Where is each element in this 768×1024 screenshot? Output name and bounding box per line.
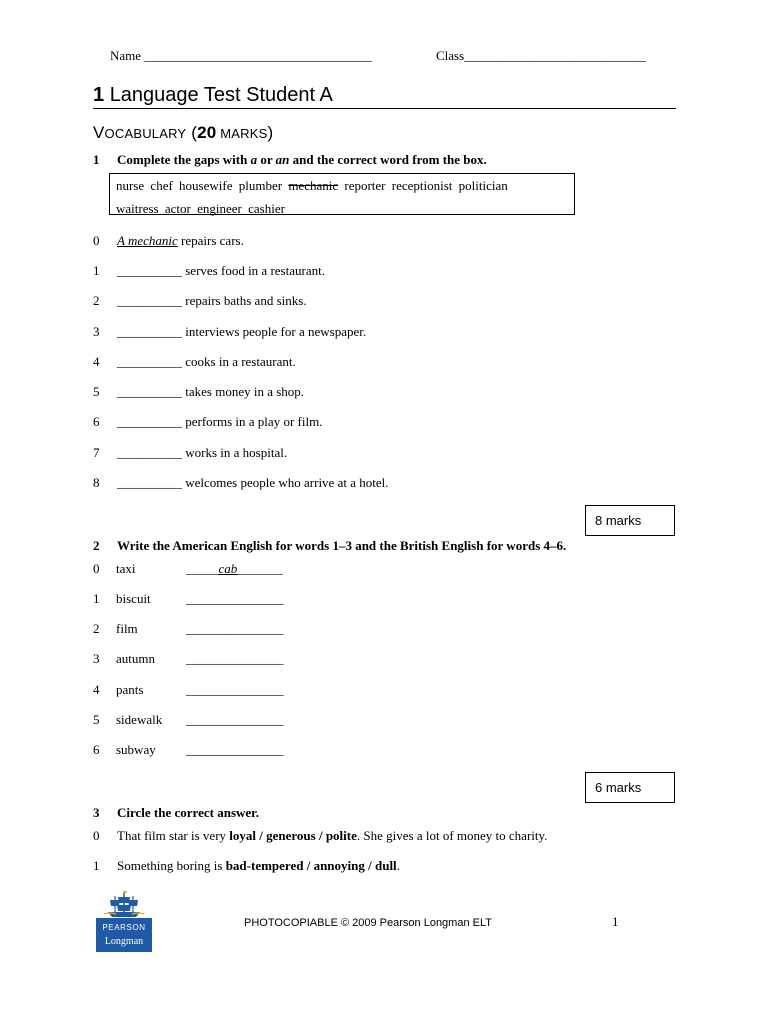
q3-item-number: 0 [93,828,100,843]
q1-item-number: 7 [93,445,100,460]
title-text: Language Test Student A [109,84,333,106]
q2-marks-box: 6 marks [585,772,675,803]
q3-item [117,828,547,845]
q2-item-word: biscuit [116,591,151,606]
section-close: ) [267,123,274,142]
answer-gap[interactable]: _______________ [186,742,284,757]
q2-example-gap-post: _______ [237,561,283,576]
q1-number: 1 [93,152,100,167]
section-open: ( [186,123,198,142]
q3-number: 3 [93,805,100,820]
section-heading [93,123,273,143]
q1-example [117,233,244,250]
q2-item-word: pants [116,682,144,697]
word-box-word-struck: mechanic [288,178,339,193]
q2-item-word: subway [116,742,156,757]
logo-text-pearson: PEARSON [102,923,146,932]
q1-item-number: 6 [93,414,100,429]
q1-instruction [117,152,487,168]
q2-instruction: Write the American English for words 1–3 and the British English for words 4–6. [117,538,567,553]
answer-gap[interactable]: _______________ [186,621,284,636]
word-box-word: nurse [116,178,145,193]
q1-example-answer: A mechanic [117,233,178,248]
logo-text-longman: Longman [104,936,144,947]
q2-item-word: autumn [116,651,155,666]
q1-item-number: 4 [93,354,100,369]
answer-gap[interactable]: __________ [117,324,182,339]
q1-item-number: 5 [93,384,100,399]
q1-item-text: repairs baths and sinks. [182,293,307,308]
class-blank: ____________________________ [464,48,647,63]
q1-item [117,354,296,371]
title-divider [93,108,676,109]
section-initial: V [93,123,105,142]
q2-item-number: 5 [93,712,100,727]
q1-item [117,384,304,401]
title-number: 1 [93,84,105,106]
word-box-word: engineer [197,201,242,216]
pearson-longman-logo [96,890,152,952]
word-box-word: cashier [248,201,285,216]
q1-item-text: works in a hospital. [182,445,288,460]
word-box-word: housewife [179,178,233,193]
q1-instruction-part: a [250,152,258,167]
q1-item [117,414,322,431]
q3-options[interactable]: bad-tempered / annoying / dull [225,858,397,873]
answer-gap[interactable]: _______________ [186,682,284,697]
answer-gap[interactable]: _______________ [186,712,284,727]
q2-example-answer: cab [218,561,238,576]
q1-item-text: interviews people for a newspaper. [182,324,367,339]
q2-item-number: 2 [93,621,100,636]
name-label: Name [110,48,142,63]
page-number: 1 [612,914,619,929]
q1-item-number: 8 [93,475,100,490]
q3-item-number: 1 [93,858,100,873]
q2-example-word: taxi [116,561,136,576]
q3-item-text: That film star is very [117,828,230,843]
class-field [436,48,646,64]
q1-item-text: cooks in a restaurant. [182,354,296,369]
answer-gap[interactable]: _______________ [186,651,284,666]
q3-item-text: . [396,858,400,873]
footer-copyright: PHOTOCOPIABLE © 2009 Pearson Longman ELT [244,917,492,929]
section-marks-word: MARKS [216,126,268,141]
q1-item-text: serves food in a restaurant. [182,263,325,278]
q3-item-text: Something boring is [117,858,226,873]
q1-instruction-part: and the correct word from the box. [289,152,487,167]
section-marks-num: 20 [197,123,217,142]
page-title [93,84,333,107]
q1-example-text: repairs cars. [177,233,244,248]
answer-gap[interactable]: __________ [117,414,182,429]
q1-marks-box: 8 marks [585,505,675,536]
section-rest: OCABULARY [104,126,187,141]
word-box-word: actor [164,201,191,216]
q3-options[interactable]: loyal / generous / polite [229,828,357,843]
class-label: Class [436,48,465,63]
answer-gap[interactable]: __________ [117,445,182,460]
q1-item [117,475,388,492]
q1-item [117,263,325,280]
answer-gap[interactable]: __________ [117,384,182,399]
q2-example-gap-pre: _____ [186,561,219,576]
answer-gap[interactable]: __________ [117,475,182,490]
answer-gap[interactable]: _______________ [186,591,284,606]
word-box-word: politician [458,178,508,193]
name-field [110,48,372,64]
word-box-word: receptionist [391,178,453,193]
q1-item-text: takes money in a shop. [182,384,305,399]
answer-gap[interactable]: __________ [117,263,182,278]
q1-item [117,324,366,341]
q2-example-number: 0 [93,561,100,576]
q1-instruction-part: or [257,152,276,167]
q1-item-text: welcomes people who arrive at a hotel. [182,475,389,490]
q2-item-word: film [116,621,138,636]
word-box-word: plumber [238,178,283,193]
name-blank: ___________________________________ [144,48,372,63]
q1-item-number: 1 [93,263,100,278]
word-box [109,173,575,215]
q2-item-number: 6 [93,742,100,757]
answer-gap[interactable]: __________ [117,354,182,369]
q1-item-number: 2 [93,293,100,308]
word-box-word: reporter [344,178,386,193]
q2-item-number: 4 [93,682,100,697]
q1-item-number: 3 [93,324,100,339]
q2-example-answer-line [186,561,283,578]
word-box-word: chef [150,178,173,193]
q1-item [117,445,287,462]
q1-instruction-part: Complete the gaps with [117,152,251,167]
answer-gap[interactable]: __________ [117,293,182,308]
q1-item [117,293,307,310]
q3-item-text: . She gives a lot of money to charity. [356,828,548,843]
q1-instruction-part: an [275,152,290,167]
q3-item [117,858,400,875]
q1-example-number: 0 [93,233,100,248]
q2-number: 2 [93,538,100,553]
q1-item-text: performs in a play or film. [182,414,323,429]
q2-item-number: 1 [93,591,100,606]
q3-instruction: Circle the correct answer. [117,805,259,820]
q2-item-word: sidewalk [116,712,163,727]
q2-item-number: 3 [93,651,100,666]
word-box-word: waitress [116,201,159,216]
